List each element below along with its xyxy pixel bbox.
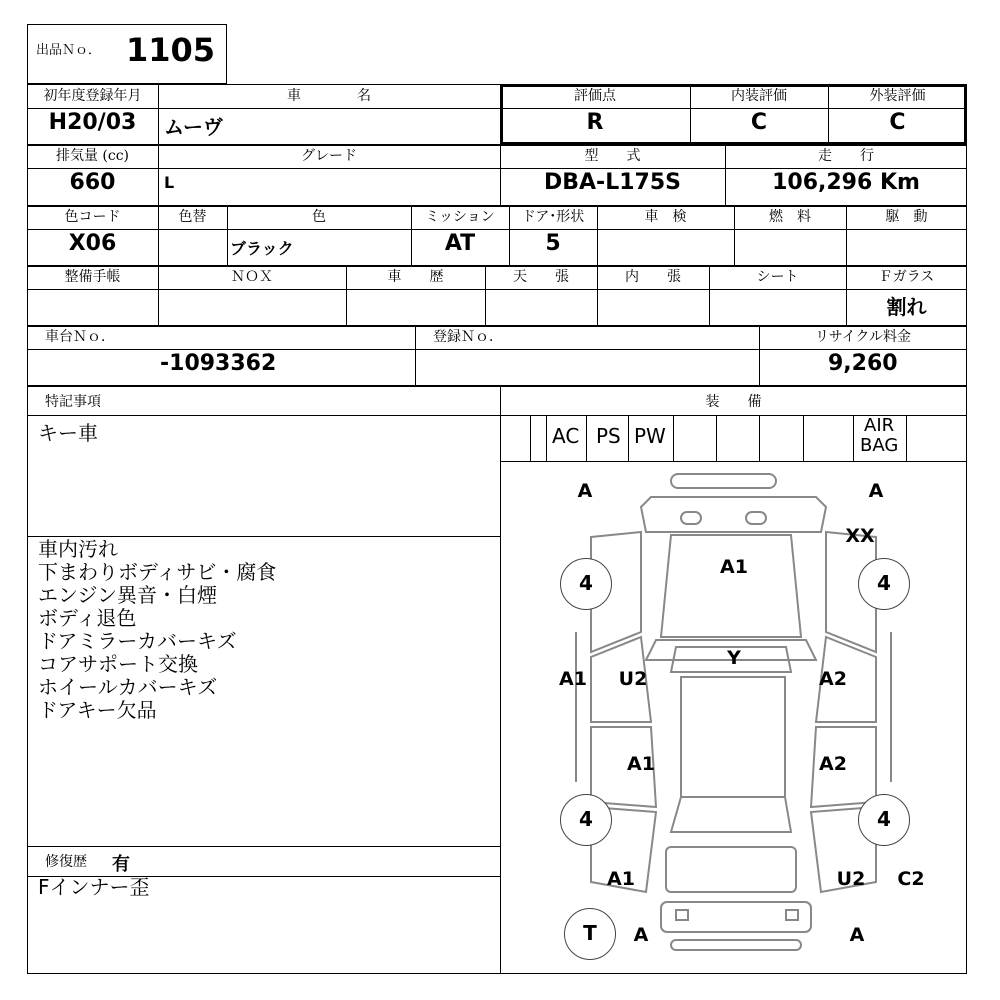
tire-front-right: 4 — [858, 558, 910, 610]
chassis-label: 車台Ｎｏ． — [45, 329, 115, 345]
repair-note: Fインナー歪 — [38, 875, 150, 899]
mileage-label: 走 行 — [818, 148, 874, 164]
interior-label: 内装評価 — [731, 88, 787, 104]
door-value: 5 — [545, 231, 561, 256]
model-label: 型 式 — [584, 148, 641, 164]
inspection-label: 車 検 — [644, 209, 687, 225]
mission-label: ミッション — [425, 209, 495, 225]
fuel-label: 燃 料 — [769, 209, 811, 225]
front-glass-value: 割れ — [886, 295, 927, 319]
mark-left-fender: A1 — [559, 668, 587, 690]
color-label: 色 — [312, 209, 326, 225]
note-item: エンジン異音・白煙 — [38, 583, 217, 607]
mark-left-pillar: U2 — [618, 668, 648, 690]
tire-front-left: 4 — [560, 558, 612, 610]
color-code-value: X06 — [68, 231, 117, 256]
registration-label: 登録Ｎｏ． — [433, 329, 503, 345]
tire-rear-right: 4 — [858, 794, 910, 846]
car-name-value: ムーヴ — [164, 115, 223, 139]
mark-right-door: A2 — [819, 753, 847, 775]
lot-number-value: 1105 — [126, 31, 216, 69]
score-label: 評価点 — [574, 88, 616, 104]
interior-value: C — [750, 110, 768, 135]
repaint-label: 色替 — [178, 209, 207, 225]
mark-front-bumper-left: A — [577, 480, 593, 502]
recycle-label: リサイクル料金 — [814, 329, 912, 345]
exterior-label: 外装評価 — [869, 88, 926, 104]
chassis-value: -1093362 — [160, 351, 277, 376]
drive-label: 駆 動 — [885, 209, 928, 225]
model-value: DBA-L175S — [544, 170, 681, 195]
score-value: R — [586, 110, 604, 135]
note-item: コアサポート交換 — [38, 652, 198, 676]
note-item: ホイールカバーキズ — [38, 675, 218, 699]
spare-tire: T — [564, 908, 616, 960]
repair-history-value: 有 — [112, 854, 130, 875]
note-item: 車内汚れ — [38, 537, 118, 561]
mark-rear-left: A1 — [607, 868, 635, 890]
notes-list — [38, 538, 276, 722]
car-damage-diagram — [501, 462, 966, 973]
service-record-label: 整備手帳 — [64, 269, 121, 285]
exterior-value: C — [889, 110, 906, 135]
mileage-value: 106,296 Km — [772, 170, 920, 195]
mark-hood-corner: XX — [845, 525, 875, 547]
note-item: ボディ退色 — [38, 606, 137, 630]
front-glass-label: Ｆガラス — [878, 269, 935, 285]
note-item: ドアキー欠品 — [38, 698, 157, 722]
car-name-label: 車 名 — [287, 88, 371, 104]
equipment-label: 装 備 — [705, 394, 762, 410]
lot-number-label: 出品Ｎｏ． — [36, 43, 102, 58]
seat-label: シート — [756, 269, 799, 285]
equipment-airbag-top: AIR — [864, 415, 895, 436]
mark-left-door: A1 — [627, 753, 655, 775]
equipment-airbag-bottom: BAG — [860, 435, 899, 456]
equipment-ps: PS — [596, 424, 621, 448]
notes-top-text: キー車 — [38, 421, 98, 445]
displacement-label: 排気量 (cc) — [55, 148, 130, 164]
color-value: ブラック — [230, 239, 294, 258]
displacement-value: 660 — [69, 170, 116, 195]
recycle-value: 9,260 — [828, 351, 898, 376]
mark-roof-front: Y — [727, 647, 741, 669]
headliner-label: 天 張 — [513, 269, 569, 285]
mark-right-pillar: A2 — [819, 668, 847, 690]
mark-rear-right: U2 — [836, 868, 866, 890]
mark-hood: A1 — [720, 556, 748, 578]
equipment-pw: PW — [634, 424, 666, 448]
tire-rear-left: 4 — [560, 794, 612, 846]
lot-number-box — [27, 24, 227, 84]
mark-front-bumper-right: A — [868, 480, 884, 502]
mission-value: AT — [444, 231, 476, 256]
nox-label: ＮＯＸ — [231, 269, 273, 285]
grade-label: グレード — [301, 148, 357, 164]
mark-rear-right-outer: C2 — [897, 868, 925, 890]
grade-value: L — [164, 173, 175, 192]
year-value: H20/03 — [48, 110, 137, 135]
mark-rear-bumper-right: A — [849, 924, 865, 946]
note-item: ドアミラーカバーキズ — [38, 629, 237, 653]
notes-label: 特記事項 — [45, 394, 101, 410]
color-code-label: 色コード — [64, 209, 121, 225]
equipment-ac: AC — [552, 424, 580, 448]
interior-trim-label: 内 張 — [625, 269, 681, 285]
note-item: 下まわりボディサビ・腐食 — [38, 560, 277, 584]
year-label: 初年度登録年月 — [43, 88, 142, 104]
door-label: ドア･形状 — [521, 209, 585, 225]
mark-rear-bumper-left: A — [633, 924, 649, 946]
vehicle-history-label: 車 歴 — [387, 269, 444, 285]
repair-history-label: 修復歴 — [45, 854, 87, 870]
